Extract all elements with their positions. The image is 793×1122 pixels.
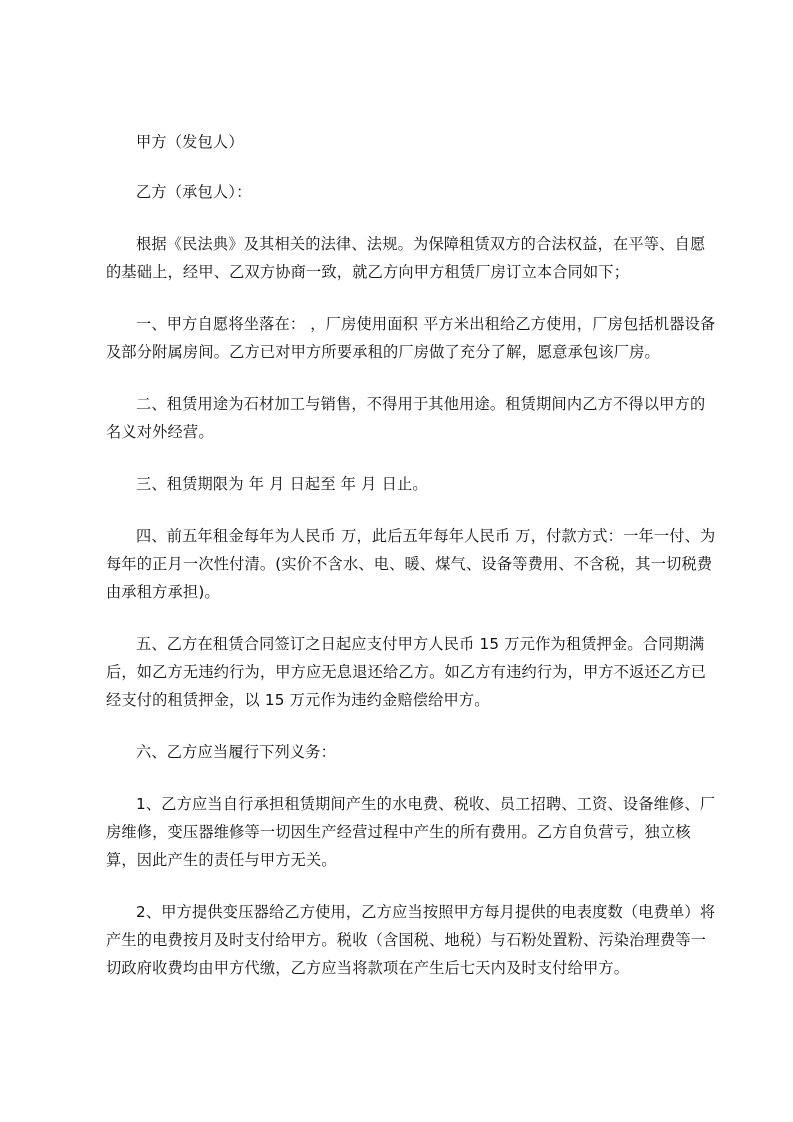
clause-1: 一、甲方自愿将坐落在： ，厂房使用面积 平方米出租给乙方使用，厂房包括机器设备及部分附属房间。乙方已对甲方所要承租的厂房做了充分了解，愿意承包该厂房。	[106, 315, 716, 361]
clause-3: 三、租赁期限为 年 月 日起至 年 月 日止。	[136, 475, 428, 493]
contract-body	[106, 128, 716, 982]
clause-2: 二、租赁用途为石材加工与销售，不得用于其他用途。租赁期间内乙方不得以甲方的名义对外经营。	[106, 395, 706, 441]
party-a-line: 甲方（发包人）	[136, 133, 244, 151]
clause-6-title: 六、乙方应当履行下列义务：	[136, 743, 337, 761]
clause-4: 四、前五年租金每年为人民币 万，此后五年每年人民币 万，付款方式：一年一付、为每年的正月一次性付清。(实价不含水、电、暖、煤气、设备等费用、不含税，其一切税费由承租方承担)。	[106, 527, 716, 601]
clause-6-item-1: 1、乙方应当自行承担租赁期间产生的水电费、税收、员工招聘、工资、设备维修、厂房维修，变压器维修等一切因生产经营过程中产生的所有费用。乙方自负营亏，独立核算，因此产生的责任与甲方无关。	[106, 795, 716, 869]
clause-6-item-2: 2、甲方提供变压器给乙方使用，乙方应当按照甲方每月提供的电表度数（电费单）将产生的电费按月及时支付给甲方。税收（含国税、地税）与石粉处置粉、污染治理费等一切政府收费均由甲方代缴，乙方应当将款项在产生后七天内及时支付给甲方。	[106, 903, 716, 977]
clause-5: 五、乙方在租赁合同签订之日起应支付甲方人民币 15 万元作为租赁押金。合同期满后，如乙方无违约行为，甲方应无息退还给乙方。如乙方有违约行为，甲方不返还乙方已经支付的租赁押金，以 15 万元作为违约金赔偿给甲方。	[106, 635, 707, 709]
party-b-line: 乙方（承包人）：	[136, 183, 252, 201]
intro-paragraph: 根据《民法典》及其相关的法律、法规。为保障租赁双方的合法权益，在平等、自愿的基础上，经甲、乙双方协商一致，就乙方向甲方租赁厂房订立本合同如下；	[106, 235, 706, 281]
